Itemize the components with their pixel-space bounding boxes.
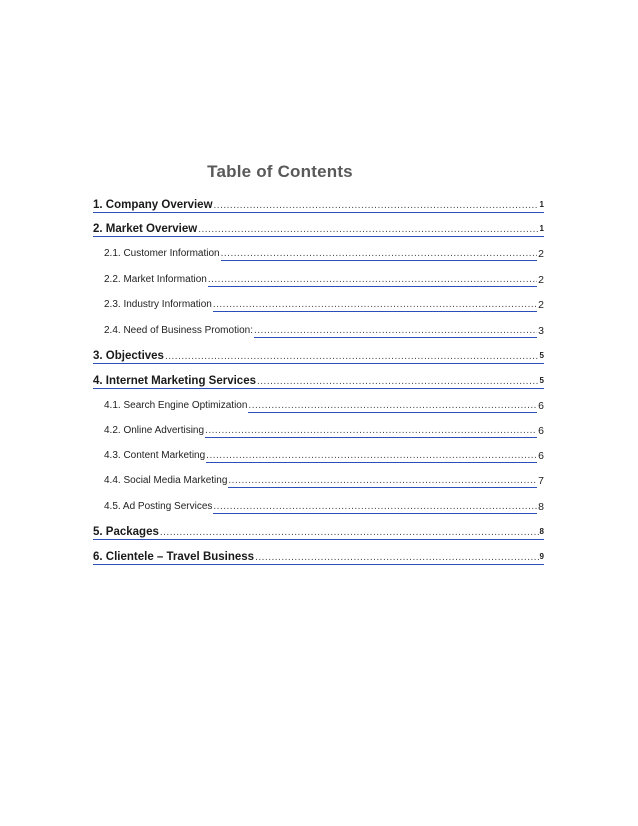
toc-entry-packages[interactable]	[93, 523, 544, 540]
toc-entry-clientele-travel-business[interactable]	[93, 548, 544, 565]
toc-entry-label: 2.4. Need of Business Promotion:	[104, 325, 253, 336]
toc-entry-label: 4.5. Ad Posting Services	[104, 501, 213, 512]
toc-entry-label: 2.3. Industry Information	[104, 299, 212, 310]
toc-leader-dots	[255, 552, 538, 564]
toc-entry-need-of-business-promotion[interactable]	[104, 322, 544, 338]
toc-entry-label: 5. Packages	[93, 526, 159, 538]
toc-page-number: 2	[538, 299, 544, 311]
toc-entry-label: 3. Objectives	[93, 350, 164, 362]
toc-entry-label: 2. Market Overview	[93, 223, 198, 235]
toc-page-number: 5	[539, 351, 544, 360]
toc-page-number: 1	[539, 200, 544, 209]
toc-leader-dots	[213, 299, 537, 312]
toc-leader-dots	[214, 200, 539, 212]
toc-leader-dots	[198, 224, 538, 236]
toc-entry-label: 4.1. Search Engine Optimization	[104, 400, 248, 411]
toc-page-number: 1	[539, 224, 544, 233]
toc-entry-industry-information[interactable]	[104, 296, 544, 312]
toc-entry-social-media-marketing[interactable]	[104, 472, 544, 488]
toc-entry-label: 4. Internet Marketing Services	[93, 375, 256, 387]
toc-leader-dots	[257, 376, 539, 388]
toc-page-number: 6	[538, 400, 544, 412]
toc-entry-label: 2.1. Customer Information	[104, 248, 220, 259]
toc-leader-dots	[221, 248, 538, 261]
toc-leader-dots	[248, 400, 537, 413]
toc-entry-internet-marketing-services[interactable]	[93, 372, 544, 389]
toc-leader-dots	[205, 425, 537, 438]
toc-leader-dots	[206, 450, 537, 463]
toc-page-number: 6	[538, 425, 544, 437]
toc-entry-objectives[interactable]	[93, 347, 544, 364]
toc-page-number: 9	[539, 552, 544, 561]
toc-entry-market-overview[interactable]	[93, 220, 544, 237]
toc-entry-search-engine-optimization[interactable]	[104, 397, 544, 413]
toc-leader-dots	[228, 475, 537, 488]
toc-leader-dots	[213, 501, 537, 514]
toc-entry-label: 2.2. Market Information	[104, 274, 207, 285]
toc-leader-dots	[165, 351, 539, 363]
toc-entry-label: 4.4. Social Media Marketing	[104, 475, 228, 486]
toc-entry-label: 1. Company Overview	[93, 199, 213, 211]
toc-entry-label: 6. Clientele – Travel Business	[93, 551, 255, 563]
toc-page-number: 3	[538, 325, 544, 337]
toc-leader-dots	[160, 527, 539, 539]
toc-entry-ad-posting-services[interactable]	[104, 498, 544, 514]
toc-entry-label: 4.2. Online Advertising	[104, 425, 205, 436]
toc-page-number: 6	[538, 450, 544, 462]
toc-entry-content-marketing[interactable]	[104, 447, 544, 463]
toc-entry-label: 4.3. Content Marketing	[104, 450, 206, 461]
toc-title: Table of Contents	[207, 162, 353, 181]
toc-entry-company-overview[interactable]	[93, 196, 544, 213]
toc-page-number: 8	[539, 527, 544, 536]
toc-entry-customer-information[interactable]	[104, 245, 544, 261]
toc-page-number: 8	[538, 501, 544, 513]
toc-entry-market-information[interactable]	[104, 271, 544, 287]
toc-page-number: 7	[538, 475, 544, 487]
toc-entry-online-advertising[interactable]	[104, 422, 544, 438]
toc-page-number: 2	[538, 274, 544, 286]
toc-leader-dots	[208, 274, 537, 287]
toc-leader-dots	[254, 325, 537, 338]
toc-page-number: 5	[539, 376, 544, 385]
toc-page-number: 2	[538, 248, 544, 260]
